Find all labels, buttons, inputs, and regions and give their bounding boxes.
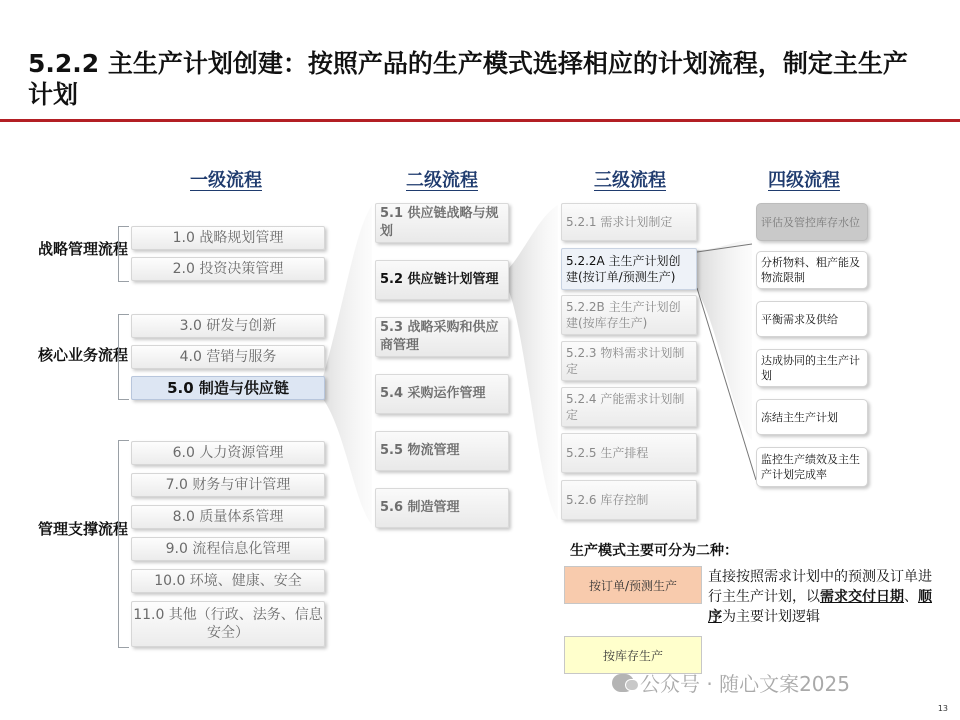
l2-item-manufacturing[interactable]: 5.6 制造管理 [375,488,509,528]
level4-header: 四级流程 [768,170,840,191]
l2-item-sourcing[interactable]: 5.3 战略采购和供应商管理 [375,317,509,357]
l4-item-freeze-mps[interactable]: 冻结主生产计划 [756,399,868,435]
desc-bold-sequence: 顺序 [708,589,932,625]
connector-line-bottom [697,288,756,480]
desc-separator: 、 [904,589,918,605]
l1-item-strategy-planning[interactable]: 1.0 战略规划管理 [131,226,325,250]
desc-bold-delivery-date: 需求交付日期 [820,589,904,605]
desc-suffix: 为主要计划逻辑 [722,609,820,625]
fan-l2-to-l3 [509,205,558,520]
l1-item-marketing[interactable]: 4.0 营销与服务 [131,345,325,369]
level1-header: 一级流程 [190,170,262,191]
desc-prefix: 直接按照需求计划中的预测及订单进行主生产计划，以 [708,569,932,605]
l1-item-manufacturing-supply-chain[interactable]: 5.0 制造与供应链 [131,376,325,400]
l1-item-ehs[interactable]: 10.0 环境、健康、安全 [131,569,325,593]
wechat-icon [612,674,634,692]
l1-item-finance[interactable]: 7.0 财务与审计管理 [131,473,325,497]
mode-make-to-order: 按订单/预测生产 [564,566,702,604]
level2-header: 二级流程 [406,170,478,191]
l1-item-quality[interactable]: 8.0 质量体系管理 [131,505,325,529]
page-title: 5.2.2 主生产计划创建：按照产品的生产模式选择相应的计划流程，制定主生产计划 [28,49,908,109]
l1-item-hr[interactable]: 6.0 人力资源管理 [131,441,325,465]
l1-item-rnd[interactable]: 3.0 研发与创新 [131,314,325,338]
title-divider [0,119,960,122]
l4-item-inventory-level[interactable]: 评估及管控库存水位 [756,203,868,241]
l1-item-other[interactable]: 11.0 其他（行政、法务、信息安全） [131,601,325,647]
group-label-strategy: 战略管理流程 [38,240,129,258]
l2-item-sc-strategy[interactable]: 5.1 供应链战略与规划 [375,203,509,243]
fan-l3-to-l4 [697,240,752,440]
l3-item-demand-plan[interactable]: 5.2.1 需求计划制定 [561,203,697,241]
l3-item-crp[interactable]: 5.2.4 产能需求计划制定 [561,387,697,427]
l4-item-balance[interactable]: 平衡需求及供给 [756,301,868,337]
production-modes-title: 生产模式主要可分为二种： [570,543,738,559]
l4-item-agreed-mps[interactable]: 达成协同的主生产计划 [756,349,868,387]
group-label-core: 核心业务流程 [38,346,129,364]
mode-order-description [708,567,940,627]
connector-line-top [697,244,752,252]
l1-item-investment[interactable]: 2.0 投资决策管理 [131,257,325,281]
group-bracket-strategy [118,226,129,282]
l2-item-logistics[interactable]: 5.5 物流管理 [375,431,509,471]
fan-l1-to-l2 [323,205,372,525]
page-number: 13 [937,704,948,713]
l3-item-scheduling[interactable]: 5.2.5 生产排程 [561,433,697,473]
group-bracket-support [118,440,129,648]
level3-header: 三级流程 [594,170,666,191]
watermark-text: 公众号 · 随心文案2025 [640,672,850,696]
l3-item-inventory-control[interactable]: 5.2.6 库存控制 [561,480,697,520]
l2-item-procurement[interactable]: 5.4 采购运作管理 [375,374,509,414]
l3-item-mps-mts[interactable]: 5.2.2B 主生产计划创建(按库存生产) [561,295,697,335]
mode-make-to-stock: 按库存生产 [564,636,702,674]
l1-item-process-it[interactable]: 9.0 流程信息化管理 [131,537,325,561]
group-bracket-core [118,314,129,400]
group-label-support: 管理支撑流程 [38,520,129,538]
watermark [612,668,850,697]
l2-item-sc-planning[interactable]: 5.2 供应链计划管理 [375,260,509,300]
l3-item-mps-mto[interactable]: 5.2.2A 主生产计划创建(按订单/预测生产) [561,248,697,290]
l4-item-monitor[interactable]: 监控生产绩效及主生产计划完成率 [756,447,868,487]
l4-item-constraints[interactable]: 分析物料、粗产能及物流限制 [756,251,868,289]
l3-item-mrp[interactable]: 5.2.3 物料需求计划制定 [561,341,697,381]
